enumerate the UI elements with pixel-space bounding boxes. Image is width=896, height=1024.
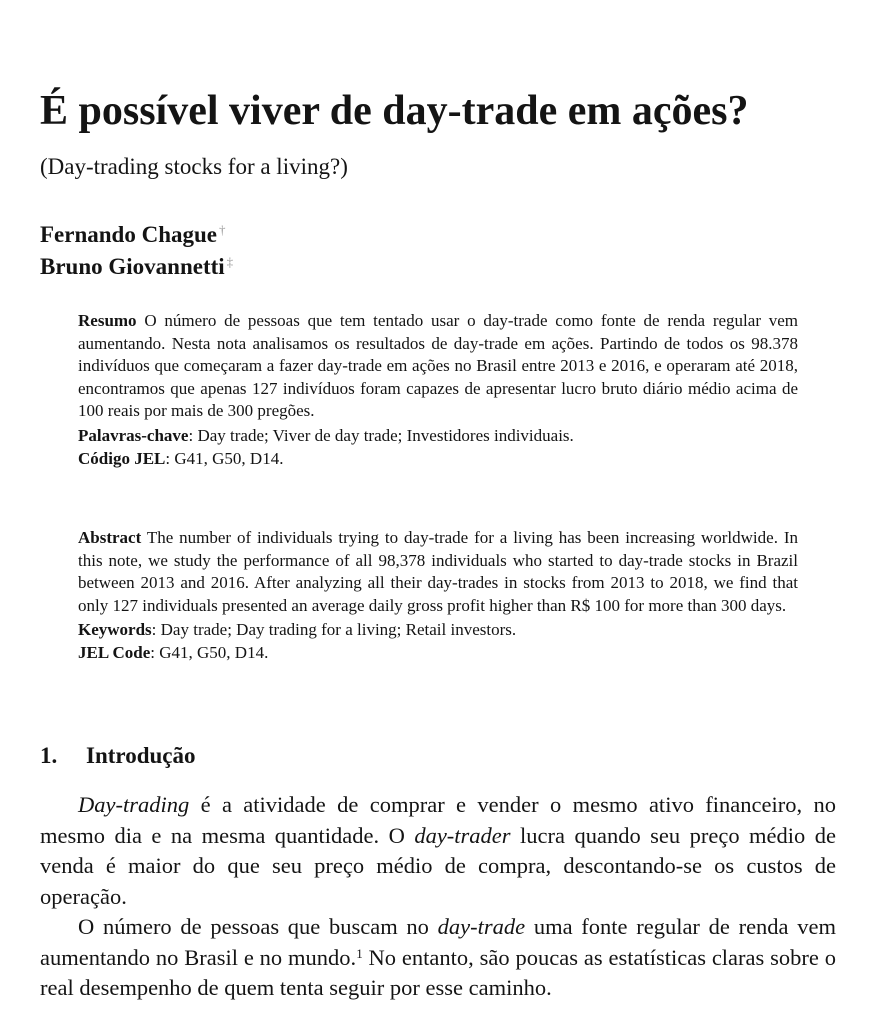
- author-name: Fernando Chague: [40, 222, 217, 247]
- keywords-text: : Day trade; Day trading for a living; Retail investors.: [151, 620, 517, 640]
- keywords-label: Keywords: [78, 620, 152, 640]
- section-number: 1.: [40, 743, 58, 768]
- intro-text: é a atividade de comprar e vender o mesmo ativo financeiro, no mesmo dia e na mesma quantidade. O: [40, 792, 836, 848]
- palavras-chave-line: [78, 425, 798, 448]
- palavras-chave-label: Palavras-chave: [78, 425, 189, 445]
- resumo-block: [78, 310, 798, 470]
- double-dagger-mark: ‡: [226, 254, 234, 269]
- intro-text: No entanto, são poucas as estatísticas claras sobre o real desempenho de quem tenta seguir por esse caminho.: [40, 944, 837, 1000]
- palavras-chave-text: : Day trade; Viver de day trade; Investidores individuais.: [188, 425, 574, 445]
- abstract-paragraph: [78, 527, 798, 617]
- resumo-text: O número de pessoas que tem tentado usar o day-trade como fonte de renda regular vem aumentando. Nesta nota analisamos os resultados de day-trade em ações. Partindo de todos os 98.378 indivíduos que começaram a fazer day-trade em ações no Brasil entre 2013 e 2016, e operaram até 2018, encontramos que apenas 127 indivíduos foram capazes de apresentar lucro bruto diário médio acima de 100 reais por mais de 300 pregões.: [78, 311, 799, 421]
- dagger-mark: †: [219, 222, 226, 237]
- introduction-body: [40, 790, 836, 1004]
- jel-code-line: [78, 642, 798, 665]
- section-heading-introducao: [40, 741, 196, 771]
- codigo-jel-text: : G41, G50, D14.: [165, 448, 284, 468]
- abstract-block: [78, 527, 798, 665]
- intro-paragraph-2: [40, 912, 836, 1004]
- paper-title: É possível viver de day-trade em ações?: [40, 88, 749, 134]
- jel-code-label: JEL Code: [78, 642, 151, 662]
- author-name: Bruno Giovannetti: [40, 254, 225, 279]
- resumo-paragraph: [78, 310, 798, 423]
- resumo-label: Resumo: [78, 311, 137, 330]
- footnote-marker[interactable]: 1: [356, 945, 363, 961]
- author-bruno-giovannetti: [40, 252, 233, 282]
- intro-text: lucra quando seu preço médio de venda é maior do que seu preço médio de compra, descontando-se os custos de operação.: [40, 822, 836, 909]
- author-fernando-chague: [40, 220, 226, 250]
- abstract-label: Abstract: [78, 528, 142, 547]
- abstract-text: The number of individuals trying to day-trade for a living has been increasing worldwide. In this note, we study the performance of all 98,378 individuals who started to day-trade stocks in Brazil between 2013 and 2016. After analyzing all their day-trades in stocks from 2013 to 2018, we find that only 127 individuals presented an average daily gross profit higher than R$ 100 for more than 300 days.: [78, 528, 798, 615]
- section-title: Introdução: [86, 743, 196, 768]
- keywords-line: [78, 619, 798, 642]
- emphasis-day-trade: day-trade: [437, 914, 526, 939]
- codigo-jel-line: [78, 448, 798, 471]
- codigo-jel-label: Código JEL: [78, 448, 166, 468]
- intro-paragraph-1: [40, 790, 836, 912]
- intro-text: uma fonte regular de renda vem aumentando no Brasil e no mundo.: [40, 914, 836, 970]
- emphasis-day-trading: Day-trading: [78, 792, 190, 817]
- jel-code-text: : G41, G50, D14.: [150, 642, 269, 662]
- paper-subtitle: (Day-trading stocks for a living?): [40, 154, 348, 179]
- emphasis-day-trader: day-trader: [414, 822, 511, 848]
- intro-text: O número de pessoas que buscam no: [78, 914, 438, 939]
